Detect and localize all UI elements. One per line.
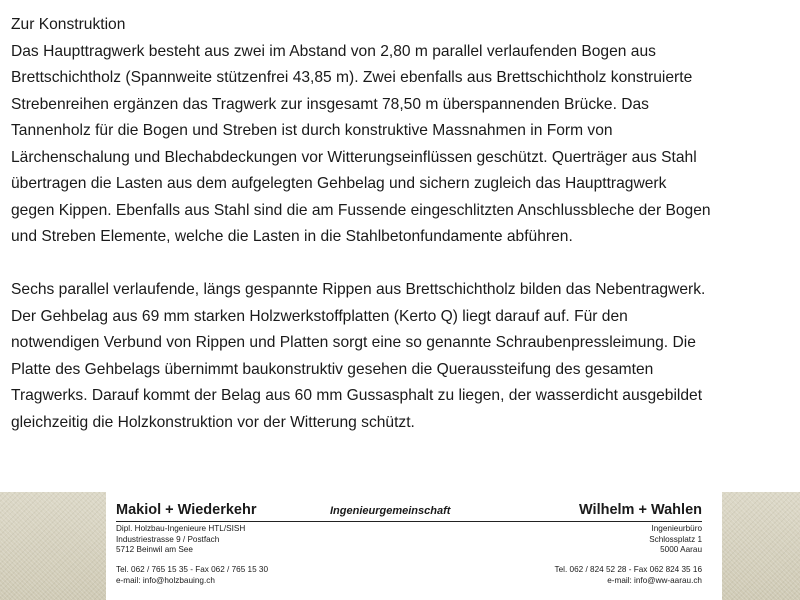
paragraph2-line: Sechs parallel verlaufende, längs gespannte Rippen aus Brettschichtholz bilden das Nebentragwerk. (11, 281, 706, 298)
paragraph1-line: Strebenreihen ergänzen das Tragwerk zur insgesamt 78,50 m überspannenden Brücke. Das (11, 95, 649, 113)
paragraph1-line: übertragen die Lasten aus dem aufgelegten Gehbelag und sichern zugleich das Haupttragwerk (11, 175, 667, 192)
email-right: e-mail: info@ww-aarau.ch (607, 576, 702, 585)
article-text (11, 12, 796, 436)
section-heading: Zur Konstruktion (11, 16, 126, 33)
paragraph2-line: Tragwerks. Darauf kommt der Belag aus 60 mm Gussasphalt zu liegen, der wasserdicht ausgebildet (11, 387, 703, 404)
address-line: 5712 Beinwil am See (116, 545, 193, 554)
address-line: Ingenieurbüro (651, 524, 702, 533)
letterhead-card (106, 492, 722, 600)
contact-left (116, 564, 268, 586)
paragraph1-line: und Streben Elemente, welche die Lasten in die Stahlbetonfundamente abführen. (11, 228, 573, 245)
address-line: Schlossplatz 1 (649, 534, 702, 544)
paragraph2-line: Der Gehbelag aus 69 mm starken Holzwerkstoffplatten (Kerto Q) liegt darauf auf. Für den (11, 307, 628, 325)
address-left (116, 524, 245, 556)
address-right (649, 524, 702, 556)
paragraph1-line: gegen Kippen. Ebenfalls aus Stahl sind die am Fussende eingeschlitzten Anschlussbleche der Bogen (11, 201, 711, 219)
phone-fax-right: Tel. 062 / 824 52 28 - Fax 062 824 35 16 (554, 565, 702, 574)
paragraph-gap (11, 251, 796, 278)
paragraph1-line: Das Haupttragwerk besteht aus zwei im Abstand von 2,80 m parallel verlaufenden Bogen aus (11, 42, 656, 60)
contact-right (555, 564, 702, 586)
paragraph1-line: Brettschichtholz (Spannweite stützenfrei 43,85 m). Zwei ebenfalls aus Brettschichtholz konstruierte (11, 69, 693, 86)
firm-tagline: Ingenieurgemeinschaft (330, 505, 451, 517)
paper-texture-left (0, 492, 106, 600)
letterhead-footer (0, 492, 800, 600)
email-left: e-mail: info@holzbauing.ch (116, 576, 215, 585)
address-line: Industriestrasse 9 / Postfach (116, 534, 220, 544)
address-line: 5000 Aarau (660, 545, 702, 554)
paper-texture-right (722, 492, 800, 600)
paragraph2-line: Platte des Gehbelags übernimmt baukonstruktiv gesehen die Queraussteifung des gesamten (11, 360, 654, 378)
address-line: Dipl. Holzbau-Ingenieure HTL/SISH (116, 524, 246, 533)
firm-name-left: Makiol + Wiederkehr (116, 502, 257, 518)
phone-fax-left: Tel. 062 / 765 15 35 - Fax 062 / 765 15 30 (116, 565, 269, 574)
paragraph2-line: notwendigen Verbund von Rippen und Platten sorgt eine so genannte Schraubenpressleimung. Die (11, 334, 696, 351)
paragraph1-line: Tannenholz für die Bogen und Streben ist durch konstruktive Massnahmen in Form von (11, 122, 613, 139)
divider-line (116, 521, 702, 522)
paragraph1-line: Lärchenschalung und Blechabdeckungen vor Witterungseinflüssen geschützt. Querträger aus Stahl (11, 148, 697, 166)
paragraph2-line: gleichzeitig die Holzkonstruktion vor der Witterung schützt. (11, 413, 415, 431)
firm-name-right: Wilhelm + Wahlen (578, 502, 702, 518)
